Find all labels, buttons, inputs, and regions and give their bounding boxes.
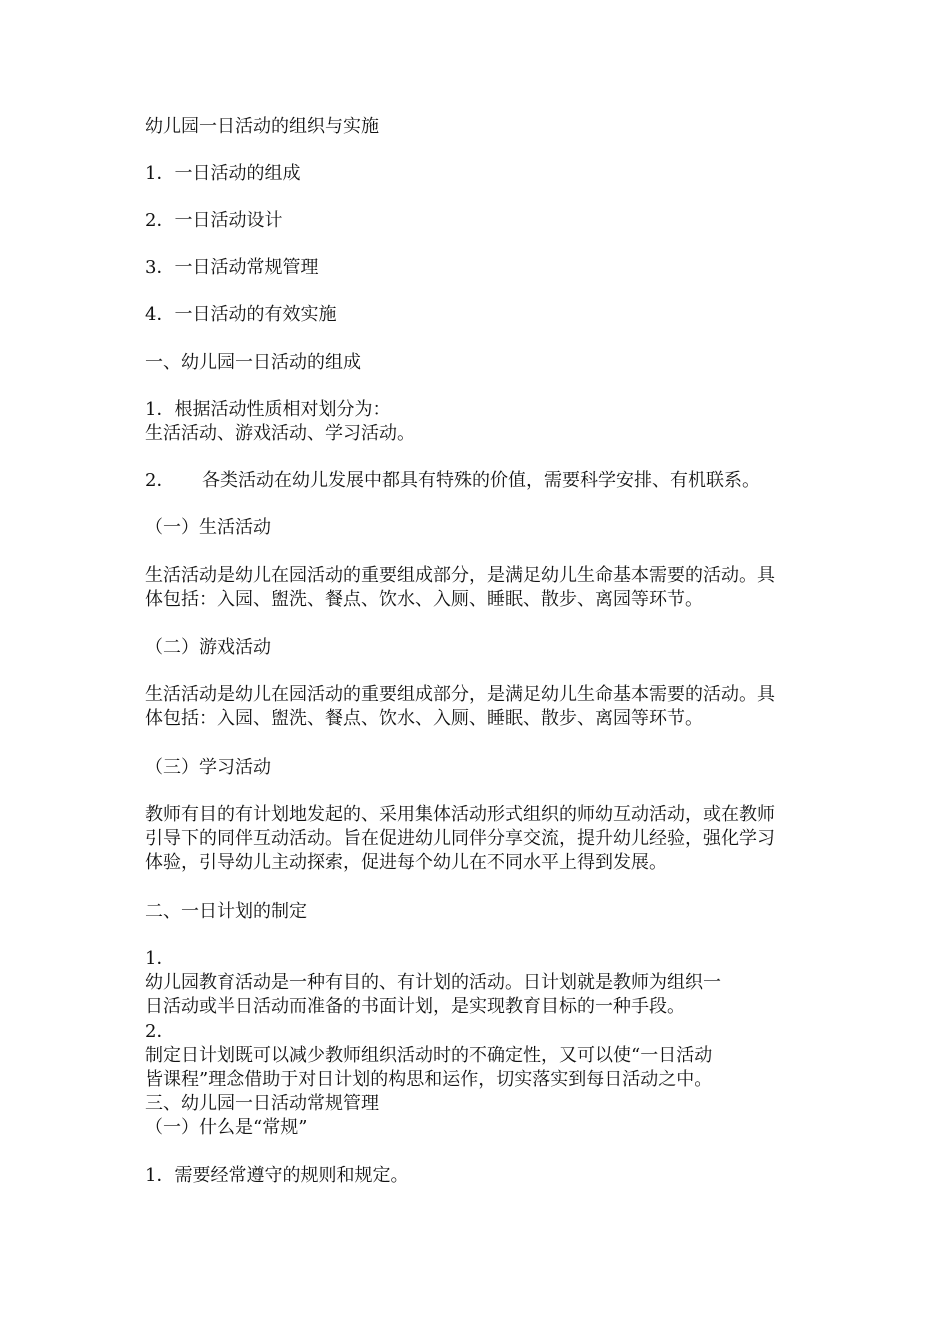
subsection-heading: （三）学习活动 [145,757,271,778]
subsection-heading: （一）生活活动 [145,517,271,538]
paragraph-line: 体验，引导幼儿主动探索，促进每个幼儿在不同水平上得到发展。 [145,852,667,873]
paragraph-line [145,947,810,995]
item-text: 幼儿园教育活动是一种有目的、有计划的活动。日计划就是教师为组织一 [145,972,721,993]
subsection-heading: （一）什么是“常规” [145,1117,308,1138]
paragraph-line: 皆课程”理念借助于对日计划的构思和运作，切实落实到每日活动之中。 [145,1069,713,1090]
numbered-paragraph [145,1020,810,1092]
paragraph-line: 引导下的同伴互动活动。旨在促进幼儿同伴分享交流，提升幼儿经验，强化学习 [145,828,775,849]
paragraph-line: 1．根据活动性质相对划分为： [145,399,391,420]
paragraph-line: 日活动或半日活动而准备的书面计划，是实现教育目标的一种手段。 [145,996,685,1017]
paragraph-line: 生活活动、游戏活动、学习活动。 [145,423,415,444]
paragraph [145,683,810,731]
numbered-paragraph [145,947,810,1019]
toc-item: 4．一日活动的有效实施 [145,304,337,325]
list-item: 1．需要经常遵守的规则和规定。 [145,1165,409,1186]
paragraph [145,398,810,446]
paragraph-line: 生活活动是幼儿在园活动的重要组成部分，是满足幼儿生命基本需要的活动。具 [145,565,775,586]
item-number: 2． [145,1021,175,1042]
toc-item: 1．一日活动的组成 [145,163,301,184]
numbered-item [145,469,760,493]
paragraph-line [145,1020,810,1068]
section-heading: 二、一日计划的制定 [145,901,307,922]
item-text: 各类活动在幼儿发展中都具有特殊的价值，需要科学安排、有机联系。 [202,470,760,491]
paragraph-line: 生活活动是幼儿在园活动的重要组成部分，是满足幼儿生命基本需要的活动。具 [145,684,775,705]
section-heading: 三、幼儿园一日活动常规管理 [145,1093,379,1114]
subsection-heading: （二）游戏活动 [145,637,271,658]
paragraph [145,803,810,875]
paragraph-line: 教师有目的有计划地发起的、采用集体活动形式组织的师幼互动活动，或在教师 [145,804,775,825]
item-number: 1． [145,948,175,969]
item-number: 2． [145,470,175,491]
item-text: 制定日计划既可以减少教师组织活动时的不确定性，又可以使“一日活动 [145,1045,713,1066]
section-heading: 一、幼儿园一日活动的组成 [145,352,361,373]
toc-item: 2．一日活动设计 [145,210,283,231]
document-title: 幼儿园一日活动的组织与实施 [145,116,379,137]
toc-item: 3．一日活动常规管理 [145,257,319,278]
paragraph-line: 体包括：入园、盥洗、餐点、饮水、入厕、睡眠、散步、离园等环节。 [145,589,703,610]
paragraph-line: 体包括：入园、盥洗、餐点、饮水、入厕、睡眠、散步、离园等环节。 [145,708,703,729]
paragraph [145,564,810,612]
